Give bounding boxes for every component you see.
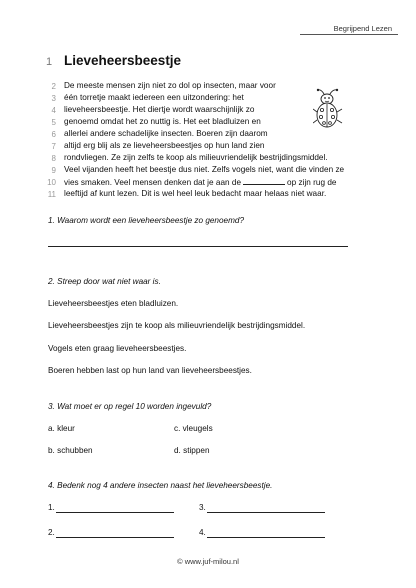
line-number: 4 [51,106,56,115]
line-number: 6 [51,130,56,139]
header-rule [300,34,398,35]
footer-credit: © www.juf-milou.nl [177,557,239,566]
option-b[interactable]: b. schubben [48,446,93,455]
question-4: 4. Bedenk nog 4 andere insecten naast het lieveheersbeestje. [48,481,273,490]
answer-line[interactable] [56,512,174,513]
line-number: 3 [51,94,56,103]
story-line: leeftijd af kunt lezen. Dit is wel heel leuk bedacht maar helaas niet waar. [64,189,327,198]
statement[interactable]: Lieveheersbeestjes zijn te koop als milieuvriendelijk bestrijdingsmiddel. [48,321,306,330]
line-number: 9 [51,166,56,175]
option-c[interactable]: c. vleugels [174,424,213,433]
blank-label: 4. [199,528,206,537]
story-line: lieveheersbeestje. Het diertje wordt waarschijnlijk zo [64,105,255,114]
question-2: 2. Streep door wat niet waar is. [48,277,161,286]
line-number: 5 [51,118,56,127]
blank-label: 1. [48,503,55,512]
story-line: genoemd omdat het zo nuttig is. Het eet bladluizen en [64,117,261,126]
title-line-number: 1 [46,56,53,68]
story-line: rondvliegen. Ze zijn zelfs te koop als milieuvriendelijk bestrijdingsmiddel. [64,153,328,162]
ladybug-illustration [313,88,343,130]
question-1: 1. Waarom wordt een lieveheersbeestje zo genoemd? [48,216,245,225]
answer-line[interactable] [207,512,325,513]
story-blank [243,177,285,185]
line-number: 11 [47,190,56,199]
story-text-before-blank: vies smaken. Veel mensen denken dat je aan de [64,178,242,187]
question-3: 3. Wat moet er op regel 10 worden ingevuld? [48,402,212,411]
story-line: één torretje maakt iedereen een uitzondering: het [64,93,244,102]
page-title: Lieveheersbeestje [64,53,182,68]
line-number: 2 [51,82,56,91]
line-number: 10 [47,178,56,187]
story-line: Veel vijanden heeft het beestje dus niet. Zelfs vogels niet, want die vinden ze [64,165,345,174]
answer-line[interactable] [48,246,348,247]
answer-line[interactable] [207,537,325,538]
blank-label: 2. [48,528,55,537]
header-tag: Begrijpend Lezen [333,24,392,33]
story-line: altijd erg blij als ze lieveheersbeestjes op hun land zien [64,141,265,150]
line-number: 7 [51,142,56,151]
story-line-with-blank [64,177,336,187]
statement[interactable]: Lieveheersbeestjes eten bladluizen. [48,299,179,308]
story-line: allerlei andere schadelijke insecten. Boeren zijn daarom [64,129,268,138]
line-number: 8 [51,154,56,163]
blank-label: 3. [199,503,206,512]
statement[interactable]: Vogels eten graag lieveheersbeestjes. [48,344,187,353]
option-a[interactable]: a. kleur [48,424,75,433]
story-line: De meeste mensen zijn niet zo dol op insecten, maar voor [64,81,276,90]
statement[interactable]: Boeren hebben last op hun land van lieveheersbeestjes. [48,366,252,375]
option-d[interactable]: d. stippen [174,446,210,455]
answer-line[interactable] [56,537,174,538]
story-text-after-blank: op zijn rug de [287,178,337,187]
